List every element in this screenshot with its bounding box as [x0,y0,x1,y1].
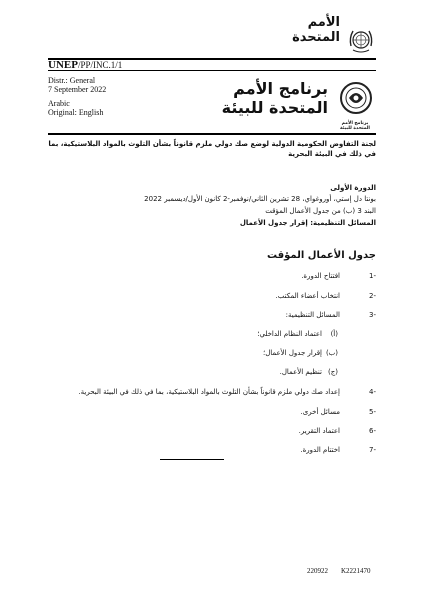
distribution: Distr.: General [48,76,96,85]
agenda-subitem-text: إقرار جدول الأعمال؛ [262,349,322,357]
end-rule [160,459,224,460]
date: 7 September 2022 [48,85,107,94]
agenda-item [36,290,376,302]
unep-title: برنامج الأمم المتحدة للبيئة [221,79,328,117]
agenda-item-reference: البند 3 (ب) من جدول الأعمال المؤقت [265,207,376,215]
agenda-item-number: -4 [369,388,376,396]
agenda-subitem [36,328,376,340]
agenda-item [36,386,376,398]
agenda-heading: جدول الأعمال المؤقت [267,250,376,261]
agenda-item [36,309,376,321]
agenda-item-text: افتتاح الدورة. [301,272,340,280]
agenda-item-text: مسائل أخرى. [300,408,340,416]
document-symbol: UNEP/PP/INC.1/1 [48,59,123,71]
language: Arabic [48,99,70,108]
job-number: K2221470 [341,567,371,575]
session: الدورة الأولى [330,184,376,192]
agenda-subitem-text: اعتماد النظام الداخلي؛ [257,330,322,338]
footer-code: 220922 [307,567,328,575]
agenda-item-text: اعتماد التقرير. [298,427,340,435]
agenda-subitem-letter: (ج) [328,368,338,376]
symbol-rule [48,70,376,71]
venue-dates: بونتا دل إستي، أوروغواي، 28 تشرين الثاني/نوفمبر-2 كانون الأول/ديسمبر 2022 [144,195,376,203]
agenda-item-number: -6 [369,427,376,435]
un-emblem-icon [346,26,376,56]
original-language: Original: English [48,108,104,117]
un-title: الأمم المتحدة [292,15,340,45]
distribution-info [48,76,106,94]
agenda-item-number: -1 [369,272,376,280]
committee-name: لجنة التفاوض الحكومية الدولية لوضع صك دولي ملزم قانوناً بشأن التلوث بالمواد البلاستيكية، بما في ذلك في البيئة البحرية [48,140,376,158]
agenda-item-number: -3 [369,311,376,319]
agenda-item-text: اختتام الدورة. [300,446,340,454]
agenda-item-text: المسائل التنظيمية: [285,311,340,319]
agenda-item [36,444,376,456]
agenda-item [36,425,376,437]
agenda-subitem [36,347,376,359]
agenda-subitem-letter: (أ) [330,330,338,338]
agenda-item [36,406,376,418]
agenda-item-text: انتخاب أعضاء المكتب. [275,292,340,300]
agenda-item-text: إعداد صك دولي ملزم قانوناً بشأن التلوث بالمواد البلاستيكية، بما في ذلك في البيئة البحرية. [78,388,340,396]
agenda-subitem-letter: (ب) [325,349,338,357]
agenda-item-number: -5 [369,408,376,416]
subject: المسائل التنظيمية: إقرار جدول الأعمال [239,219,376,227]
agenda-item-number: -2 [369,292,376,300]
language-info [48,99,103,117]
agenda-subitem [36,366,376,378]
agenda-item [36,270,376,282]
unep-rule [48,133,376,135]
agenda-item-number: -7 [369,446,376,454]
agenda-subitem-text: تنظيم الأعمال. [279,368,322,376]
unep-logo-text: برنامج الأمم المتحدة للبيئة [340,121,370,131]
